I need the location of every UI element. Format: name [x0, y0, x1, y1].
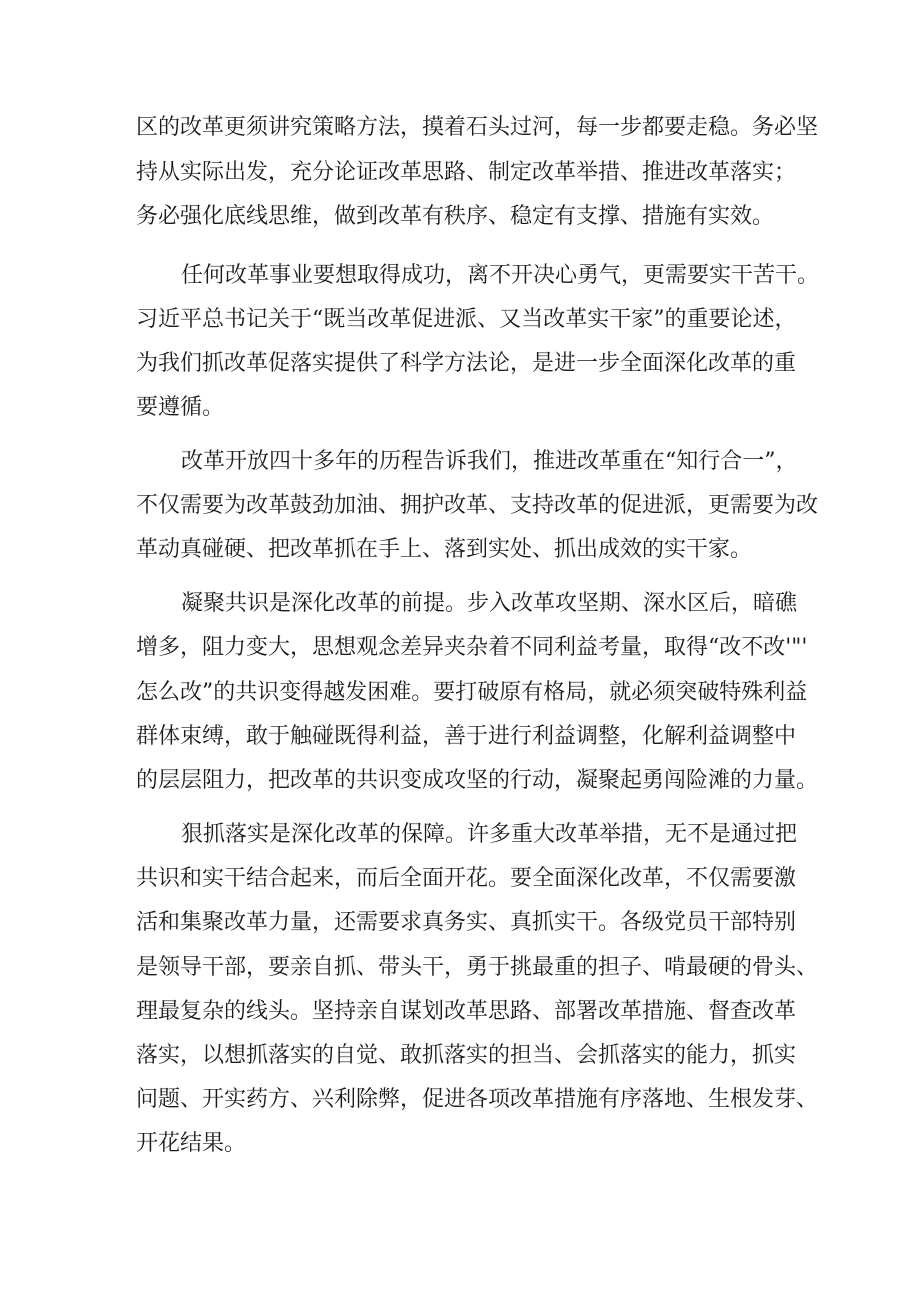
text-line: 务必强化底线思维，做到改革有秩序、稳定有支撑、措施有实效。	[136, 204, 775, 229]
text-line: 怎么改”的共识变得越发困难。要打破原有格局，就必须突破特殊利益	[136, 680, 808, 705]
text-line: 活和集聚改革力量，还需要求真务实、真抓实干。各级党员干部特别	[136, 910, 797, 935]
text-line: 是领导干部，要亲自抓、带头干，勇于挑最重的担子、啃最硬的骨头、	[136, 955, 819, 980]
text-line: 群体束缚，敢于触碰既得利益，善于进行利益调整，化解利益调整中	[136, 724, 797, 749]
text-line: 共识和实干结合起来，而后全面开花。要全面深化改革，不仅需要激	[136, 866, 797, 891]
text-line: 的层层阻力，把改革的共识变成攻坚的行动，凝聚起勇闯险滩的力量。	[136, 768, 819, 793]
text-line: 理最复杂的线头。坚持亲自谋划改革思路、部署改革措施、督查改革	[136, 999, 797, 1024]
text-line: 习近平总书记关于“既当改革促进派、又当改革实干家”的重要论述，	[136, 307, 797, 332]
text-line: 增多，阻力变大，思想观念差异夹杂着不同利益考量，取得“改不改'"'	[136, 635, 808, 660]
text-line: 落实，以想抓落实的自觉、敢抓落实的担当、会抓落实的能力，抓实	[136, 1043, 797, 1068]
text-line: 不仅需要为改革鼓劲加油、拥护改革、支持改革的促进派，更需要为改	[136, 493, 819, 518]
text-line: 要遵循。	[136, 395, 225, 420]
text-line: 任何改革事业要想取得成功，离不开决心勇气，更需要实干苦干。	[181, 263, 820, 288]
text-line: 区的改革更须讲究策略方法，摸着石头过河，每一步都要走稳。务必坚	[136, 115, 819, 140]
text-line: 问题、开实药方、兴利除弊，促进各项改革措施有序落地、生根发芽、	[136, 1087, 819, 1112]
text-line: 为我们抓改革促落实提供了科学方法论，是进一步全面深化改革的重	[136, 351, 797, 376]
text-line: 凝聚共识是深化改革的前提。步入改革攻坚期、深水区后，暗礁	[181, 591, 798, 616]
text-line: 开花结果。	[136, 1131, 247, 1156]
text-line: 持从实际出发，充分论证改革思路、制定改革举措、推进改革落实；	[136, 160, 797, 185]
text-line: 革动真碰硬、把改革抓在手上、落到实处、抓出成效的实干家。	[136, 537, 753, 562]
text-line: 改革开放四十多年的历程告诉我们，推进改革重在“知行合一”，	[181, 449, 798, 474]
text-line: 狠抓落实是深化改革的保障。许多重大改革举措，无不是通过把	[181, 822, 798, 847]
